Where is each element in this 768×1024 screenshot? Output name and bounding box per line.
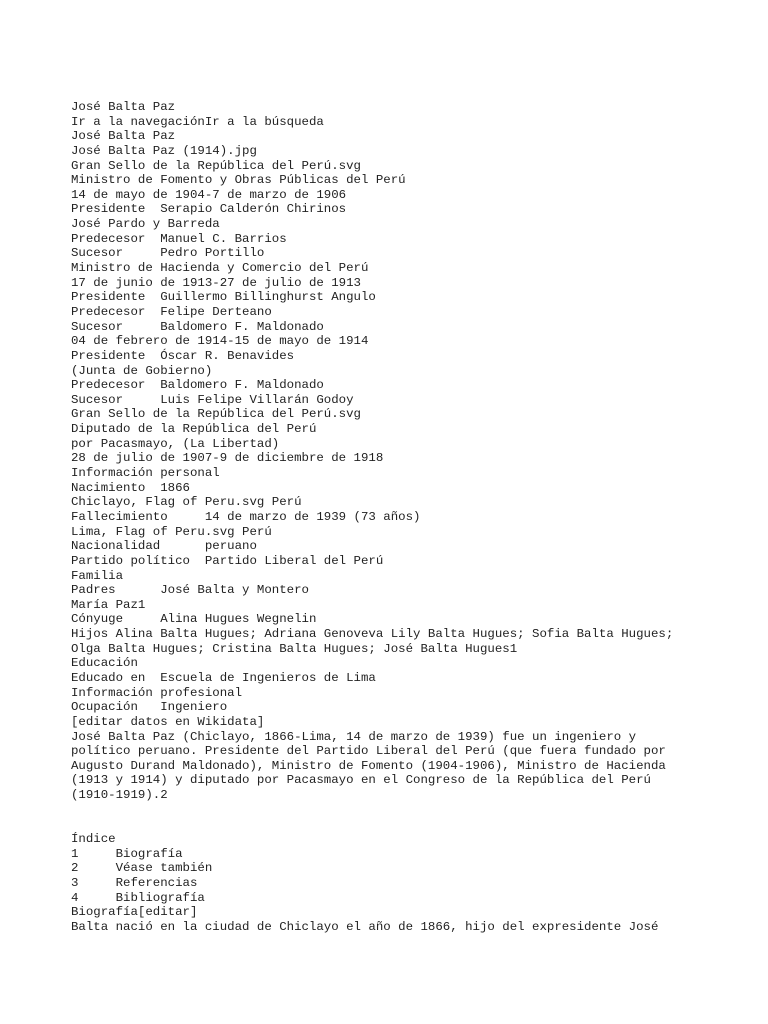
text-line: Sucesor Baldomero F. Maldonado — [71, 319, 324, 334]
text-line: (1910-1919).2 — [71, 788, 168, 803]
text-line: Ocupación Ingeniero — [71, 700, 228, 715]
text-line: [editar datos en Wikidata] — [71, 714, 265, 729]
text-line: Nacionalidad peruano — [71, 539, 257, 554]
text-line: 14 de mayo de 1904-7 de marzo de 1906 — [71, 187, 347, 202]
text-line: Información personal — [71, 466, 220, 481]
text-line: José Balta Paz (Chiclayo, 1866-Lima, 14 de marzo de 1939) fue un ingeniero y — [71, 729, 637, 744]
text-line: José Balta Paz — [71, 100, 176, 114]
text-line: por Pacasmayo, (La Libertad) — [71, 436, 280, 451]
text-line: Chiclayo, Flag of Peru.svg Perú — [71, 495, 302, 510]
text-line: Índice — [71, 832, 116, 847]
blank-line — [71, 803, 691, 818]
text-line: Cónyuge Alina Hugues Wegnelin — [71, 612, 317, 627]
text-line: Presidente Serapio Calderón Chirinos — [71, 202, 347, 217]
text-line: José Balta Paz — [71, 129, 176, 144]
text-line: Ministro de Fomento y Obras Públicas del Perú — [71, 173, 406, 188]
text-line: 2 Véase también — [71, 861, 213, 876]
text-line: Augusto Durand Maldonado), Ministro de Fomento (1904-1906), Ministro de Hacienda — [71, 758, 666, 773]
text-line: Lima, Flag of Peru.svg Perú — [71, 524, 272, 539]
text-line: Presidente Guillermo Billinghurst Angulo — [71, 290, 376, 305]
text-line: Biografía[editar] — [71, 905, 198, 920]
blank-line — [71, 817, 691, 832]
text-line: Hijos Alina Balta Hugues; Adriana Genoveva Lily Balta Hugues; Sofia Balta Hugues; — [71, 627, 674, 642]
text-line: Sucesor Pedro Portillo — [71, 246, 265, 261]
text-line: 28 de julio de 1907-9 de diciembre de 1918 — [71, 451, 384, 466]
text-line: Presidente Óscar R. Benavides — [71, 348, 295, 363]
text-line: Olga Balta Hugues; Cristina Balta Hugues; José Balta Hugues1 — [71, 641, 518, 656]
text-line: Gran Sello de la República del Perú.svg — [71, 158, 361, 173]
text-line: 04 de febrero de 1914-15 de mayo de 1914 — [71, 334, 369, 349]
text-line: Partido político Partido Liberal del Perú — [71, 553, 384, 568]
text-line: María Paz1 — [71, 597, 146, 612]
document-page — [71, 100, 691, 935]
text-line: Predecesor Baldomero F. Maldonado — [71, 378, 324, 393]
text-line: Sucesor Luis Felipe Villarán Godoy — [71, 392, 354, 407]
text-line: Educación — [71, 656, 138, 671]
text-line: Predecesor Manuel C. Barrios — [71, 231, 287, 246]
text-line: Ministro de Hacienda y Comercio del Perú — [71, 261, 369, 276]
text-line: Familia — [71, 568, 124, 583]
text-line: José Balta Paz (1914).jpg — [71, 143, 257, 158]
text-line: 17 de junio de 1913-27 de julio de 1913 — [71, 275, 361, 290]
text-line: (1913 y 1914) y diputado por Pacasmayo en el Congreso de la República del Perú — [71, 773, 651, 788]
text-line: Diputado de la República del Perú — [71, 422, 317, 437]
text-line: Nacimiento 1866 — [71, 480, 190, 495]
text-line: Balta nació en la ciudad de Chiclayo el año de 1866, hijo del expresidente José — [71, 919, 659, 934]
text-line: Gran Sello de la República del Perú.svg — [71, 407, 361, 422]
text-line: Ir a la navegaciónIr a la búsqueda — [71, 114, 324, 129]
text-line: político peruano. Presidente del Partido Liberal del Perú (que fuera fundado por — [71, 744, 666, 759]
text-line: Información profesional — [71, 685, 243, 700]
text-line: Padres José Balta y Montero — [71, 583, 309, 598]
text-line: Educado en Escuela de Ingenieros de Lima — [71, 670, 376, 685]
text-line: (Junta de Gobierno) — [71, 363, 213, 378]
text-line: Predecesor Felipe Derteano — [71, 304, 272, 319]
text-line: 3 Referencias — [71, 875, 198, 890]
text-line: 1 Biografía — [71, 846, 183, 861]
text-line: 4 Bibliografía — [71, 890, 205, 905]
text-line: Fallecimiento 14 de marzo de 1939 (73 años) — [71, 509, 421, 524]
text-line: José Pardo y Barreda — [71, 217, 220, 232]
